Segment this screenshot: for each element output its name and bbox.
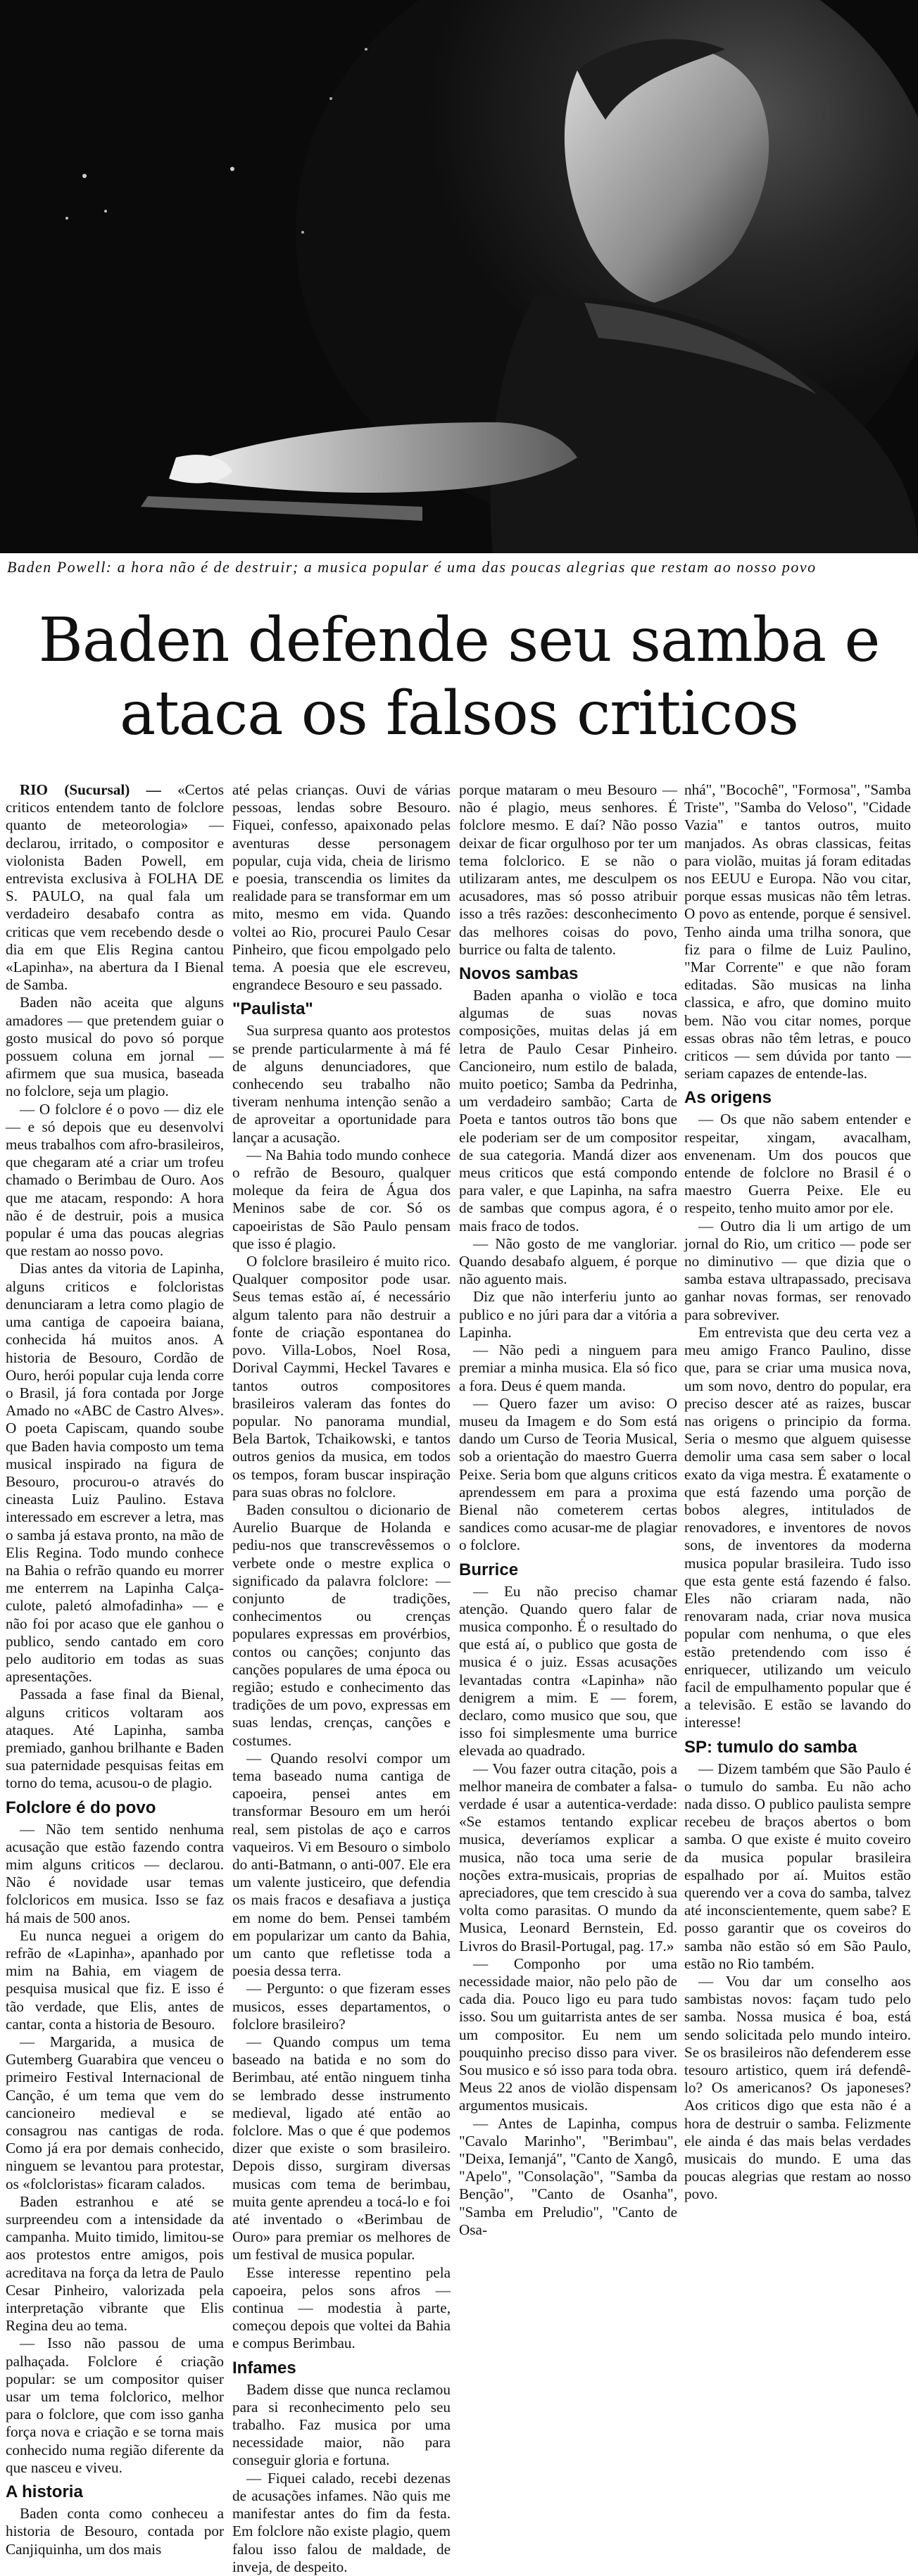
paragraph: — Dizem também que São Paulo é o tumulo do samba. Eu não acho nada disso. O publico paulista sempre recebeu de braços abertos o bom samba. O que existe é muito coveiro da musica popular brasileira espalhado por aí. Muitos estão querendo ver a cova do samba, talvez até inconscientemente, quem sabe? E posso garantir que os coveiros do samba não estão só em São Paulo, estão no Rio também.	[684, 1760, 911, 1972]
subheading-origens: As origens	[684, 1088, 772, 1108]
subheading-sp-tumulo: SP: tumulo do samba	[684, 1737, 857, 1757]
paragraph: — Vou fazer outra citação, pois a melhor maneira de combater a falsa-verdade é usar a autentica-verdade: «Se estamos tentando explicar musica, deveríamos explicar a musica, não toca uma serie de noções extra-musicais, proprias de apreciadores, que tem crescido à sua volta como parasitas. O mundo da Musica, Leonard Bernstein, Ed. Livros do Brasil-Portugal, pag. 17.»	[459, 1760, 678, 1955]
paragraph: — Outro dia li um artigo de um jornal do Rio, um critico — pode ser no diminutivo — que dizia que o samba estava ultrapassado, precisava ganhar novas formas, ser renovado para sobreviver.	[684, 1217, 911, 1323]
headline	[0, 604, 918, 750]
paragraph: — Quero fazer um aviso: O museu da Imagem e do Som está dando um Curso de Teoria Musical, sob a orientação do maestro Guerra Peixe. Seria bom que alguns criticos aprendessem em para a proxima Bienal não cometerem certas sandices como acusar-me de plagiar o folclore.	[459, 1394, 677, 1554]
paragraph: Baden apanha o violão e toca algumas de suas novas composições, muitas delas já em letra de Paulo Cesar Pinheiro. Cancioneiro, num estilo de balada, muito poetico; Samba da Pedrinha, um verdadeiro sambão; Carta de Poeta e tantos outros tão bons que ele poderiam ser de um compositor de sua categoria. Mandá dizer aos meus criticos que está compondo para valer, e que Lapinha, na safra de sambas que compus agora, é o mais fraco de todos.	[459, 987, 677, 1235]
headline-line-1: Baden defende seu samba e	[38, 605, 880, 676]
paragraph: — Antes de Lapinha, compus "Cavalo Marinho", "Berimbau", "Deixa, Iemanjá", "Canto de Xangô, "Apelo", "Consolação", "Samba da Benção", "Canto de Osanha", "Samba em Preludio", "Canto de Osa-	[459, 2114, 677, 2238]
paragraph: — Pergunto: o que fizeram esses musicos, esses departamentos, o folclore brasileiro?	[232, 1980, 451, 2033]
paragraph: — Vou dar um conselho aos sambistas novos: façam tudo pelo samba. Nossa musica é boa, está sendo solicitada pelo mundo inteiro. Se os brasileiros não defenderem esse tesouro artistico, quem irá defendê-lo? Os americanos? Os japoneses? Aos criticos digo que esta não é a hora de destruir o samba. Felizmente ele ainda é das mais belas verdades musicais do mundo. E uma das poucas alegrias que restam ao nosso povo.	[684, 1973, 911, 2203]
photo-illustration	[0, 0, 918, 553]
paragraph: — O folclore é o povo — diz ele — e só depois que eu desenvolvi meus trabalhos com afro-brasileiros, que chegaram até a criar um trofeu chamado o Berimbau de Ouro. Aos que me atacam, respondo: A hora não é de destruir, pois a musica popular é uma das poucas alegrias que restam ao nosso povo.	[6, 1100, 224, 1260]
article-column-1	[6, 781, 224, 2558]
article-column-2	[232, 781, 451, 2575]
paragraph: Passada a fase final da Bienal, alguns criticos voltaram aos ataques. Até Lapinha, samba premiado, ganhou brilhante e Baden sua paternidade pesquisas feitas em torno do tema, acusou-o de plagio.	[6, 1686, 224, 1792]
paragraph: O folclore brasileiro é muito rico. Qualquer compositor pode usar. Seus temas estão aí, é necessário algum talento para não destruir a fonte de criação espontanea do povo. Villa-Lobos, Noel Rosa, Dorival Caymmi, Heckel Tavares e tantos outros compositores brasileiros valeram das fontes do popular. No panorama mundial, Bela Bartok, Tchaikowski, e tantos outros genios da musica, em todos os tempos, foram buscar inspiração para suas obras no folclore.	[232, 1253, 451, 1501]
dateline: RIO (Sucursal) —	[20, 781, 178, 798]
article-column-3	[459, 781, 678, 2238]
paragraph: — Isso não passou de uma palhaçada. Folclore é criação popular: se um compositor quiser usar um tema folclorico, melhor para o folclore, que com isso ganha força nova e criação e se torna mais conhecido numa região diferente da que nasceu e viveu.	[6, 2335, 224, 2476]
headline-line-2: ataca os falsos criticos	[119, 678, 799, 749]
article-column-4	[684, 781, 911, 2203]
paragraph: porque mataram o meu Besouro — não é plagio, meus senhores. É folclore mesmo. E daí? Não posso deixar de ficar orgulhoso por ter um tema folclorico. E se não o utilizaram antes, me desculpem os acusadores, mas só posso atribuir isso a três razões: desconhecimento das melhores coisas do povo, burrice ou falta de talento.	[459, 781, 677, 958]
paragraph: — Na Bahia todo mundo conhece o refrão de Besouro, qualquer moleque da feira de Água dos Meninos sabe de cor. Só os capoeiristas de São Paulo pensam que isso é plagio.	[232, 1146, 451, 1252]
paragraph: «Certos criticos entendem tanto de folclore quanto de meteorologia» — declarou, irritado, o compositor e violonista Baden Powell, em entrevista exclusiva à FOLHA DE S. PAULO, na qual fala um verdadeiro desabafo contra as criticas que vem recebendo desde o dia em que Elis Regina cantou «Lapinha», na abertura da I Bienal de Samba.	[6, 781, 224, 994]
subheading-folclore: Folclore é do povo	[6, 1798, 156, 1817]
paragraph: Baden não aceita que alguns amadores — que pretendem guiar o gosto musical do povo só porque possuem coluna em jornal — afirmem que sua musica, baseada no folclore, seja um plagio.	[6, 994, 224, 1100]
paragraph: Baden consultou o dicionario de Aurelio Buarque de Holanda e pediu-nos que transcrevêssemos o verbete onde o mestre explica o significado da palavra folclore: — conjunto de tradições, conhecimentos ou crenças populares expressas em provérbios, contos ou canções; conjunto das canções populares de uma época ou região; estudo e conhecimento das tradições de um povo, expressas em suas lendas, crenças, canções e costumes.	[232, 1501, 451, 1749]
subheading-paulista: "Paulista"	[232, 999, 313, 1019]
paragraph: Baden estranhou e até se surpreendeu com a intensidade da campanha. Muito timido, limitou-se aos protestos entre amigos, pois acreditava na força da letra de Paulo Cesar Pinheiro, valorizada pela interpretação vibrante que Elis Regina deu ao tema.	[6, 2192, 224, 2335]
paragraph: Sua surpresa quanto aos protestos se prende particularmente à má fé de alguns denunciadores, que conhecendo seu trabalho não tiveram nenhuma intenção senão a de aproveitar a oportunidade para lançar a acusação.	[232, 1022, 451, 1146]
photo-caption: Baden Powell: a hora não é de destruir; a musica popular é uma das poucas alegrias que restam ao nosso povo	[7, 558, 817, 576]
paragraph: Badem disse que nunca reclamou para si reconhecimento pelo seu trabalho. Faz musica por uma necessidade maior, não para conseguir gloria e fortuna.	[232, 2380, 451, 2469]
paragraph: Esse interesse repentino pela capoeira, pelos sons afros — continua — modestia à parte, começou depois que voltei da Bahia e compus Berimbau.	[232, 2264, 451, 2352]
paragraph: Baden conta como conheceu a historia de Besouro, contada por Canjiquinha, um dos mais	[6, 2505, 224, 2558]
paragraph: nhá", "Bocochê", "Formosa", "Samba Triste", "Samba do Veloso", "Cidade Vazia" e tantos outros, muito manjados. As obras classicas, feitas para violão, muitas já foram editadas nos EEUU e Europa. Não vou citar, porque essas musicas não têm letras. O povo as entende, porque é sensivel. Tenho ainda uma trilha sonora, que fiz para o filme de Luiz Paulino, "Mar Corrente" e que não foram editadas. São musicas na linha classica, e afro, que domino muito bem. Não vou citar nomes, porque essas obras não têm letras, e pouco criticos — sem dúvida por tanto — seriam capazes de entende-las.	[684, 781, 911, 1082]
paragraph: Dias antes da vitoria de Lapinha, alguns criticos e folcloristas denunciaram a letra como plagio de uma cantiga de capoeira baiana, conhecida há muitos anos. A historia de Besouro, Cordão de Ouro, herói popular cuja lenda corre o Brasil, já fora contada por Jorge Amado no «ABC de Castro Alves». O poeta Capiscam, quando soube que Baden havia composto um tema musical inspirado na figura de Besouro, procurou-o através do cineasta Luiz Paulino. Estava interessado em escrever a letra, mas o samba já estava pronto, na mão de Elis Regina. Todo mundo conhece na Bahia o refrão quando eu morrer me enterrem na Lapinha Calça-culote, paletó almofadinha» — e não foi por acaso que ele ganhou o publico, sendo cantado em coro pelo auditorio em todas as suas apresentações.	[6, 1260, 224, 1686]
paragraph: — Componho por uma necessidade maior, não pelo pão de cada dia. Pouco ligo eu para tudo isso. Sou um guitarrista antes de ser um compositor. Eu nem um pouquinho preciso disso para viver. Sou musico e só isso para toda obra. Meus 22 anos de violão dispensam argumentos musicais.	[459, 1955, 677, 2114]
paragraph: — Não tem sentido nenhuma acusação que estão fazendo contra mim alguns criticos — declarou. Não é novidade usar temas folcloricos em musica. Isso se faz há mais de 500 anos.	[6, 1820, 224, 1926]
paragraph: — Os que não sabem entender e respeitar, xingam, avacalham, envenenam. Um dos poucos que entende de folclore no Brasil é o maestro Guerra Peixe. Ele eu respeito, tenho muito amor por ele.	[684, 1111, 911, 1217]
paragraph: — Quando resolvi compor um tema baseado numa cantiga de capoeira, pensei antes em transformar Besouro em um herói real, sem pistolas de aço e carros vaqueiros. Vi em Besouro o simbolo do anti-Batmann, o anti-007. Ele era um valente justiceiro, que defendia os mais fracos e desafiava a justiça em nome do bem. Pensei também em popularizar um canto da Bahia, um canto que refletisse toda a poesia dessa terra.	[232, 1749, 451, 1980]
baden-powell-photo	[0, 0, 918, 553]
paragraph: — Margarida, a musica de Gutemberg Guarabira que venceu o primeiro Festival Internacional de Canção, é um tema que vem do cancioneiro medieval e se consagrou nas cantigas de roda. Como já era por demais conhecido, ninguem se levantou para protestar, os «folcloristas» ficaram calados.	[6, 2033, 224, 2192]
paragraph: — Eu não preciso chamar atenção. Quando quero falar de musica componho. É o resultado do que está aí, o publico que gosta de musica é o juiz. Essas acusações levantadas contra «Lapinha» não denigrem a mim. E — forem, declaro, como musico que sou, que isso foi simplesmente uma burrice elevada ao quadrado.	[459, 1582, 677, 1760]
paragraph: Eu nunca neguei a origem do refrão de «Lapinha», apanhado por mim na Bahia, em viagem de pesquisa musical que fiz. E isso é tão verdade, que Elis, antes de cantar, conta a historia de Besouro.	[6, 1926, 224, 2033]
paragraph: — Fiquei calado, recebi dezenas de acusações infames. Não quis me manifestar antes do fim da festa. Em folclore não existe plagio, quem falou isso falou de maldade, de inveja, de despeito.	[232, 2469, 451, 2575]
subheading-infames: Infames	[232, 2358, 296, 2378]
subheading-novos-sambas: Novos sambas	[459, 964, 579, 984]
paragraph: — Quando compus um tema baseado na batida e no som do Berimbau, até então ninguem tinha se lembrado desse instrumento medieval, ligado até então ao folclore. Mas o que é que podemos dizer que existe o som brasileiro. Depois disso, surgiram diversas musicas com tema de berimbau, muita gente aprendeu a tocá-lo e foi até inventado o «Berimbau de Ouro» para premiar os melhores de um festival de musica popular.	[232, 2033, 451, 2264]
paragraph: — Não pedi a ninguem para premiar a minha musica. Ela só fico a fora. Deus é quem manda.	[459, 1341, 677, 1394]
subheading-historia: A historia	[6, 2482, 83, 2502]
paragraph: até pelas crianças. Ouvi de várias pessoas, lendas sobre Besouro. Fiquei, confesso, apaixonado pelas aventuras desse personagem popular, cuja vida, cheia de lirismo e poesia, transcendia os limites da realidade para se transformar em um mito, mesmo em vida. Quando voltei ao Rio, procurei Paulo Cesar Pinheiro, que ficou empolgado pelo tema. A poesia que ele escreveu, engrandece Besouro e seu passado.	[232, 781, 451, 994]
subheading-burrice: Burrice	[459, 1560, 519, 1579]
paragraph: Diz que não interferiu junto ao publico e no júri para dar a vitória a Lapinha.	[459, 1288, 677, 1341]
paragraph: Em entrevista que deu certa vez a meu amigo Franco Paulino, disse que, para se criar uma musica nova, um som novo, dentro do popular, era preciso descer até as raizes, buscar nas origens o principio da forma. Seria o mesmo que alguem quisesse demolir uma casa sem saber o local exato da viga mestra. É exatamente o que está fazendo uma porção de bobos alegres, intitulados de renovadores, e inventores de novos sons, de inventores da moderna musica popular brasileira. Tudo isso que esta gente está fazendo é falso. Eles não criaram nada, não renovaram nada, criar nova musica popular com nenhuma, o que eles estão pretendendo com isso é enriquecer, utilizando um veiculo facil de empulhamento popular que é a televisão. E estão se lavando do interesse!	[684, 1323, 911, 1731]
paragraph: — Não gosto de me vangloriar. Quando desabafo alguem, é porque não aguento mais.	[459, 1235, 677, 1288]
